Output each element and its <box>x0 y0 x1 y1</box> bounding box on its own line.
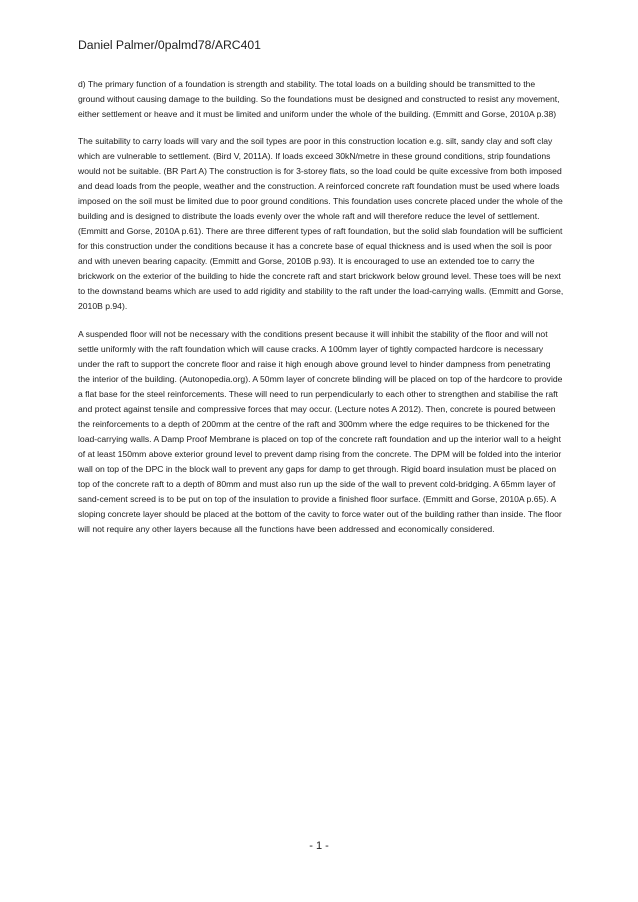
paragraph-raft-foundation: The suitability to carry loads will vary and the soil types are poor in this construction location e.g. silt, sandy clay and soft clay which are vulnerable to settlement. (Bird V, 2011A). If loads exceed 30kN/metre in these ground conditions, strip foundations would not be suitable. (BR Part A) The construction is for 3-storey flats, so the load could be quite excessive from both imposed and dead loads from the people, weather and the construction. A reinforced concrete raft foundation must be used where loads imposed on the soil must be limited due to poor ground conditions. This foundation uses concrete placed under the whole of the building and is designed to distribute the loads evenly over the whole raft and will therefore reduce the level of settlement. (Emmitt and Gorse, 2010A p.61). There are three different types of raft foundation, but the solid slab foundation will be sufficient for this construction under the conditions because it has a concrete base of equal thickness and is used when the soil is poor and with uneven bearing capacity. (Emmitt and Gorse, 2010B p.93). It is encouraged to use an extended toe to carry the brickwork on the exterior of the building to hide the concrete raft and start brickwork below ground level. These toes will be next to the downstand beams which are used to add rigidity and stability to the raft under the load-carrying walls. (Emmitt and Gorse, 2010B p.94). <box>78 136 564 312</box>
paragraph-floor-construction: A suspended floor will not be necessary with the conditions present because it will inhibit the stability of the floor and will not settle uniformly with the raft foundation which will cause cracks. A 100mm layer of tightly compacted hardcore is necessary under the raft to support the concrete floor and raise it high enough above ground level to hinder dampness from penetrating the interior of the building. (Autonopedia.org). A 50mm layer of concrete blinding will be placed on top of the hardcore to provide a flat base for the steel reinforcements. These will need to run perpendicularly to each other to strengthen and stabilise the raft and protect against tensile and compressive forces that may occur. (Lecture notes A 2012). Then, concrete is poured between the reinforcements to a depth of 200mm at the centre of the raft and 300mm where the edge requires to be thickened for the load-carrying walls. A Damp Proof Membrane is placed on top of the concrete raft foundation and up the interior wall to a height of at least 150mm above exterior ground level to prevent damp rising from the concrete. The DPM will be folded into the interior wall on top of the DPC in the block wall to prevent any gaps for damp to get through. Rigid board insulation must be placed on top of the concrete raft to a depth of 80mm and must also run up the side of the wall to prevent cold-bridging. A 65mm layer of sand-cement screed is to be put on top of the insulation to provide a finished floor surface. (Emmitt and Gorse, 2010A p.65). A sloping concrete layer should be placed at the bottom of the cavity to force water out of the building rather than inside. The floor will not require any other layers because all the functions have been addressed and economically considered. <box>78 328 563 534</box>
page-header: Daniel Palmer/0palmd78/ARC401 <box>78 38 261 52</box>
paragraph-foundation-function: d) The primary function of a foundation is strength and stability. The total loads on a building should be transmitted to the ground without causing damage to the building. So the foundations must be designed and constructed to resist any movement, either settlement or heave and it must be limited and uniform under the whole of the building. (Emmitt and Gorse, 2010A p.38) <box>78 79 560 119</box>
page-number: - 1 - <box>309 840 329 852</box>
document-body <box>78 77 564 549</box>
